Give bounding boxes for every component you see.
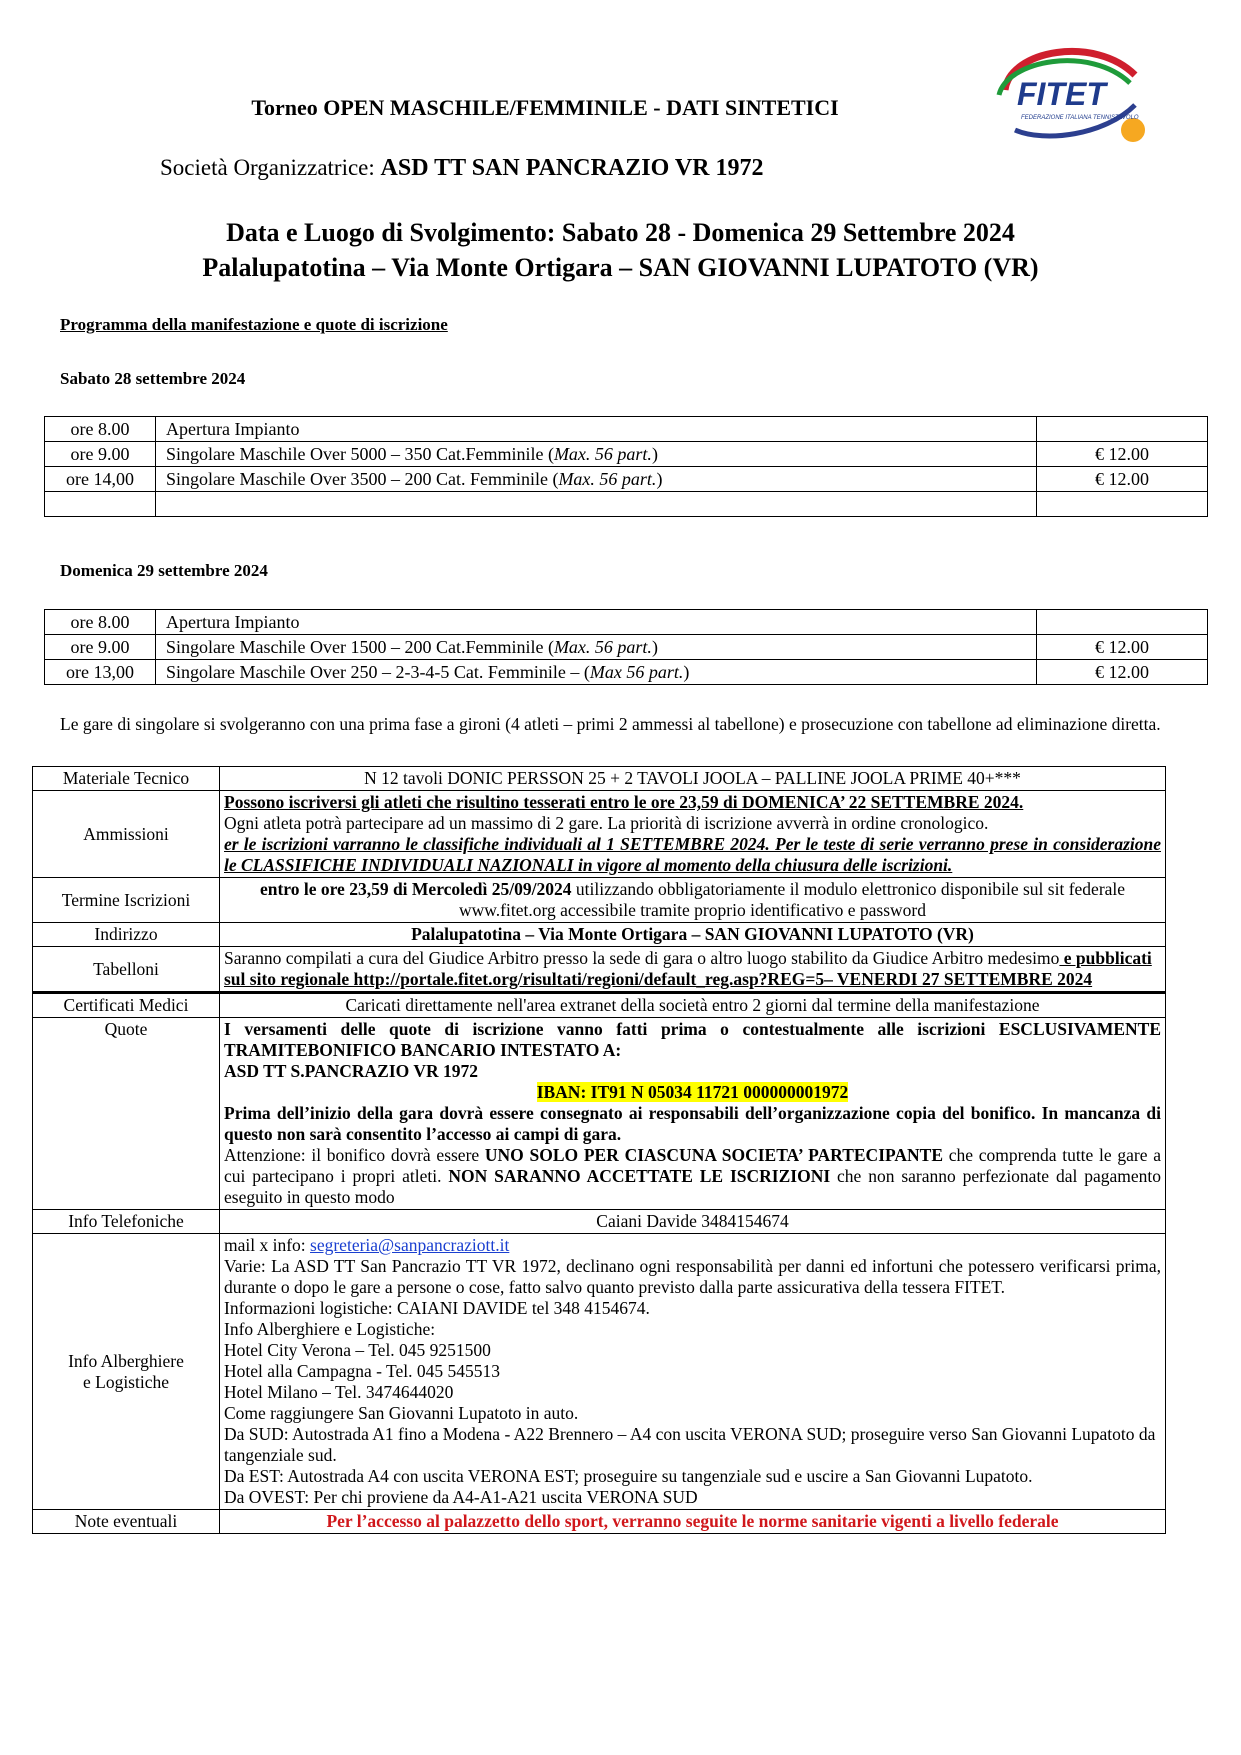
fee-cell: € 12.00 — [1037, 467, 1208, 492]
schedule-row — [45, 492, 1208, 517]
page-title: Torneo OPEN MASCHILE/FEMMINILE - DATI SINTETICI — [251, 95, 839, 120]
label-materiale: Materiale Tecnico — [33, 767, 220, 791]
logo-subtext: FEDERAZIONE ITALIANA TENNISTAVOLO — [1021, 115, 1139, 121]
time-cell: ore 13,00 — [45, 660, 156, 685]
value-tabelloni: Saranno compilati a cura del Giudice Arbitro presso la sede di gara o altro luogo stabilito da Giudice Arbitro medesimo e pubblicati sul sito regionale http://portale.fitet.org/risultati/regioni/default_reg.asp?REG=5– VENERDI 27 SETTEMBRE 2024 — [220, 947, 1166, 993]
event-cell: Singolare Maschile Over 5000 – 350 Cat.Femminile (Max. 56 part.) — [156, 442, 1037, 467]
date-line: Data e Luogo di Svolgimento: Sabato 28 - Domenica 29 Settembre 2024 — [226, 218, 1015, 247]
organizer-name: ASD TT SAN PANCRAZIO VR 1972 — [380, 155, 764, 181]
directions-sud: Da SUD: Autostrada A1 fino a Modena - A22 Brennero – A4 con uscita VERONA SUD; proseguire verso San Giovanni Lupatoto da tangenziale sud. — [224, 1424, 1156, 1465]
event-cell: Singolare Maschile Over 250 – 2-3-4-5 Cat. Femminile – (Max 56 part.) — [156, 660, 1037, 685]
time-cell: ore 9.00 — [45, 635, 156, 660]
row-certificati — [33, 993, 1166, 1018]
schedule-row — [45, 442, 1208, 467]
sunday-schedule — [44, 609, 1208, 685]
value-indirizzo: Palalupatotina – Via Monte Ortigara – SAN GIOVANNI LUPATOTO (VR) — [220, 923, 1166, 947]
row-quote — [33, 1018, 1166, 1210]
schedule-row — [45, 417, 1208, 442]
row-ammissioni — [33, 791, 1166, 878]
event-cell: Apertura Impianto — [156, 417, 1037, 442]
schedule-row — [45, 610, 1208, 635]
time-cell: ore 8.00 — [45, 610, 156, 635]
label-ammissioni: Ammissioni — [33, 791, 220, 878]
time-cell: ore 8.00 — [45, 417, 156, 442]
hotel-item: Hotel Milano – Tel. 3474644020 — [224, 1382, 454, 1402]
varie-text: Varie: La ASD TT San Pancrazio TT VR 1972, declinano ogni responsabilità per danni ed infortuni che potessero verificarsi prima, durante o dopo le gare a persone o cose, fatto salvo quanto previsto dalla parte assicurativa della tessera FITET. — [224, 1256, 1161, 1297]
fee-cell: € 12.00 — [1037, 660, 1208, 685]
ammissioni-line2: Ogni atleta potrà partecipare ad un massimo di 2 gare. La priorità di iscrizione avverrà in ordine cronologico. — [224, 813, 989, 833]
organizer — [160, 155, 764, 182]
quote-iban-wrap — [224, 1082, 1161, 1103]
ammissioni-line1: Possono iscriversi gli atleti che risultino tesserati entro le ore 23,59 di DOMENICA’ 22 SETTEMBRE 2024. — [224, 792, 1024, 812]
schedule-row — [45, 467, 1208, 492]
fee-cell — [1037, 610, 1208, 635]
value-alberghi — [220, 1234, 1166, 1510]
alberghi-title: Info Alberghiere e Logistiche: — [224, 1319, 436, 1339]
directions-est: Da EST: Autostrada A4 con uscita VERONA EST; proseguire su tangenziale sud e uscire a San Giovanni Lupatoto. — [224, 1466, 1033, 1486]
value-termine: entro le ore 23,59 di Mercoledì 25/09/2024 utilizzando obbligatoriamente il modulo elettronico disponibile sul sit federale www.fitet.org accessibile tramite proprio identificativo e password — [220, 878, 1166, 923]
row-tabelloni — [33, 947, 1166, 993]
fitet-logo — [985, 35, 1155, 147]
value-ammissioni — [220, 791, 1166, 878]
label-alberghi: Info Alberghiere e Logistiche — [33, 1234, 220, 1510]
row-alberghi — [33, 1234, 1166, 1510]
row-telefono — [33, 1210, 1166, 1234]
label-telefono: Info Telefoniche — [33, 1210, 220, 1234]
logo-text: FITET — [1017, 76, 1106, 112]
row-note — [33, 1510, 1166, 1534]
logistica-text: Informazioni logistiche: CAIANI DAVIDE tel 348 4154674. — [224, 1298, 650, 1318]
quote-p3: Prima dell’inizio della gara dovrà essere consegnato ai responsabili dell’organizzazione copia del bonifico. In mancanza di questo non sarà consentito l’accesso ai campi di gara. — [224, 1103, 1161, 1144]
label-certificati: Certificati Medici — [33, 993, 220, 1018]
value-telefono: Caiani Davide 3484154674 — [220, 1210, 1166, 1234]
hotel-item: Hotel City Verona – Tel. 045 9251500 — [224, 1340, 491, 1360]
time-cell: ore 9.00 — [45, 442, 156, 467]
iban: IBAN: IT91 N 05034 11721 000000001972 — [536, 1082, 849, 1102]
saturday-schedule — [44, 416, 1208, 517]
mail-line: mail x info: segreteria@sanpancraziott.it — [224, 1235, 510, 1255]
event-cell: Singolare Maschile Over 1500 – 200 Cat.Femminile (Max. 56 part.) — [156, 635, 1037, 660]
label-indirizzo: Indirizzo — [33, 923, 220, 947]
row-materiale — [33, 767, 1166, 791]
email-link[interactable]: segreteria@sanpancraziott.it — [310, 1235, 510, 1255]
value-materiale: N 12 tavoli DONIC PERSSON 25 + 2 TAVOLI JOOLA – PALLINE JOOLA PRIME 40+*** — [220, 767, 1166, 791]
value-note: Per l’accesso al palazzetto dello sport, verranno seguite le norme sanitarie vigenti a livello federale — [220, 1510, 1166, 1534]
saturday-title: Sabato 28 settembre 2024 — [60, 369, 246, 388]
format-note: Le gare di singolare si svolgeranno con una prima fase a gironi (4 atleti – primi 2 ammessi al tabellone) e prosecuzione con tabellone ad eliminazione diretta. — [60, 714, 1161, 734]
quote-p1: I versamenti delle quote di iscrizione vanno fatti prima o contestualmente alle iscrizioni ESCLUSIVAMENTE TRAMITEBONIFICO BANCARIO INTESTATO A: — [224, 1019, 1161, 1060]
fee-cell — [1037, 492, 1208, 517]
fee-cell — [1037, 417, 1208, 442]
time-cell — [45, 492, 156, 517]
event-cell: Singolare Maschile Over 3500 – 200 Cat. Femminile (Max. 56 part.) — [156, 467, 1037, 492]
event-cell: Apertura Impianto — [156, 610, 1037, 635]
quote-p2: ASD TT S.PANCRAZIO VR 1972 — [224, 1061, 478, 1081]
schedule-row — [45, 635, 1208, 660]
schedule-row — [45, 660, 1208, 685]
value-certificati: Caricati direttamente nell'area extranet della società entro 2 giorni dal termine della manifestazione — [220, 993, 1166, 1018]
label-note: Note eventuali — [33, 1510, 220, 1534]
time-cell: ore 14,00 — [45, 467, 156, 492]
quote-p4: Attenzione: il bonifico dovrà essere UNO SOLO PER CIASCUNA SOCIETA’ PARTECIPANTE che comprenda tutte le gare a cui partecipano i propri atleti. NON SARANNO ACCETTATE LE ISCRIZIONI che non saranno perfezionate dal pagamento eseguito in questo modo — [224, 1145, 1161, 1207]
fee-cell: € 12.00 — [1037, 635, 1208, 660]
organizer-label: Società Organizzatrice: — [160, 155, 375, 180]
label-tabelloni: Tabelloni — [33, 947, 220, 993]
label-quote: Quote — [33, 1018, 220, 1210]
directions-ovest: Da OVEST: Per chi proviene da A4-A1-A21 uscita VERONA SUD — [224, 1487, 698, 1507]
hotel-item: Hotel alla Campagna - Tel. 045 545513 — [224, 1361, 500, 1381]
date-place — [0, 215, 1241, 285]
row-indirizzo — [33, 923, 1166, 947]
label-termine: Termine Iscrizioni — [33, 878, 220, 923]
place-line: Palalupatotina – Via Monte Ortigara – SAN GIOVANNI LUPATOTO (VR) — [202, 253, 1039, 282]
info-table — [32, 766, 1166, 1534]
ammissioni-line3: er le iscrizioni varranno le classifiche individuali al 1 SETTEMBRE 2024. Per le teste di serie verranno prese in considerazione le CLASSIFICHE INDIVIDUALI NAZIONALI in vigore al momento della chiusura delle iscrizioni. — [224, 834, 1161, 875]
program-title: Programma della manifestazione e quote di iscrizione — [60, 315, 448, 334]
fee-cell: € 12.00 — [1037, 442, 1208, 467]
value-quote — [220, 1018, 1166, 1210]
event-cell — [156, 492, 1037, 517]
sunday-title: Domenica 29 settembre 2024 — [60, 561, 268, 580]
directions-title: Come raggiungere San Giovanni Lupatoto in auto. — [224, 1403, 579, 1423]
row-termine — [33, 878, 1166, 923]
